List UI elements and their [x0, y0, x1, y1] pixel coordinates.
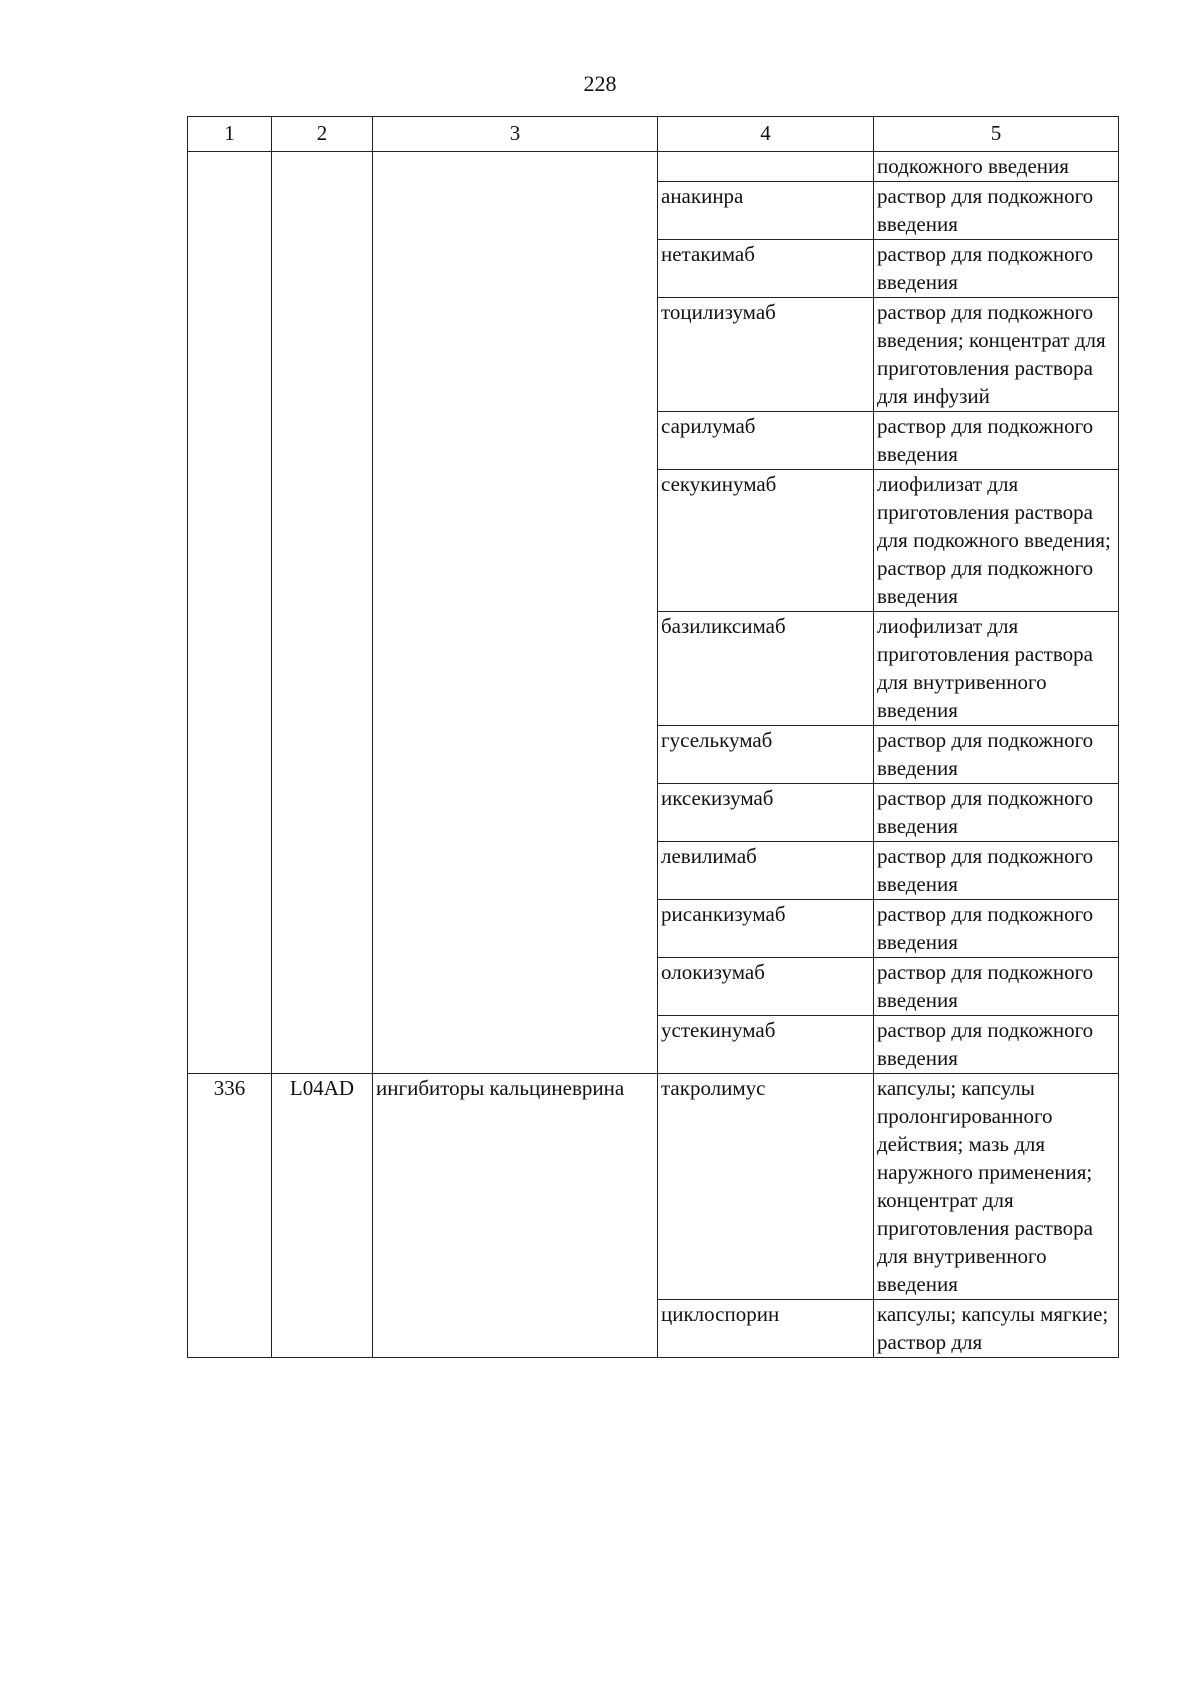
column-header-4: 4 [658, 117, 874, 152]
cell-drug-name: иксекизумаб [658, 784, 874, 842]
drug-table [187, 116, 1119, 1358]
column-header-1: 1 [188, 117, 272, 152]
cell-code [272, 152, 373, 1074]
cell-drug-name: секукинумаб [658, 470, 874, 612]
cell-dosage-form: раствор для подкожного введения [874, 900, 1119, 958]
cell-drug-name: устекинумаб [658, 1016, 874, 1074]
cell-drug-name: анакинра [658, 182, 874, 240]
cell-drug-name: сарилумаб [658, 412, 874, 470]
table-row [188, 152, 1119, 182]
table-row [188, 1074, 1119, 1300]
cell-dosage-form: лиофилизат для приготовления раствора для подкожного введения; раствор для подкожного введения [874, 470, 1119, 612]
cell-code: L04AD [272, 1074, 373, 1358]
header-row [188, 117, 1119, 152]
cell-dosage-form: лиофилизат для приготовления раствора для внутривенного введения [874, 612, 1119, 726]
cell-drug-name: циклоспорин [658, 1300, 874, 1358]
cell-dosage-form: подкожного введения [874, 152, 1119, 182]
cell-drug-name: левилимаб [658, 842, 874, 900]
column-header-3: 3 [373, 117, 658, 152]
cell-drug-name: гуселькумаб [658, 726, 874, 784]
cell-drug-name: тоцилизумаб [658, 298, 874, 412]
cell-dosage-form: раствор для подкожного введения [874, 1016, 1119, 1074]
cell-dosage-form: раствор для подкожного введения [874, 958, 1119, 1016]
column-header-5: 5 [874, 117, 1119, 152]
cell-dosage-form: капсулы; капсулы мягкие; раствор для [874, 1300, 1119, 1358]
cell-drug-name: рисанкизумаб [658, 900, 874, 958]
cell-dosage-form: раствор для подкожного введения; концентрат для приготовления раствора для инфузий [874, 298, 1119, 412]
column-header-2: 2 [272, 117, 373, 152]
cell-dosage-form: капсулы; капсулы пролонгированного действия; мазь для наружного применения; концентрат для приготовления раствора для внутривенного введения [874, 1074, 1119, 1300]
cell-dosage-form: раствор для подкожного введения [874, 842, 1119, 900]
cell-dosage-form: раствор для подкожного введения [874, 784, 1119, 842]
cell-dosage-form: раствор для подкожного введения [874, 412, 1119, 470]
cell-drug-name: базиликсимаб [658, 612, 874, 726]
cell-number [188, 152, 272, 1074]
cell-drug-name [658, 152, 874, 182]
cell-dosage-form: раствор для подкожного введения [874, 240, 1119, 298]
cell-dosage-form: раствор для подкожного введения [874, 726, 1119, 784]
cell-drug-name: олокизумаб [658, 958, 874, 1016]
cell-number: 336 [188, 1074, 272, 1358]
cell-drug-name: нетакимаб [658, 240, 874, 298]
cell-group [373, 152, 658, 1074]
cell-drug-name: такролимус [658, 1074, 874, 1300]
cell-dosage-form: раствор для подкожного введения [874, 182, 1119, 240]
cell-group: ингибиторы кальциневрина [373, 1074, 658, 1358]
page-number: 228 [583, 71, 617, 96]
